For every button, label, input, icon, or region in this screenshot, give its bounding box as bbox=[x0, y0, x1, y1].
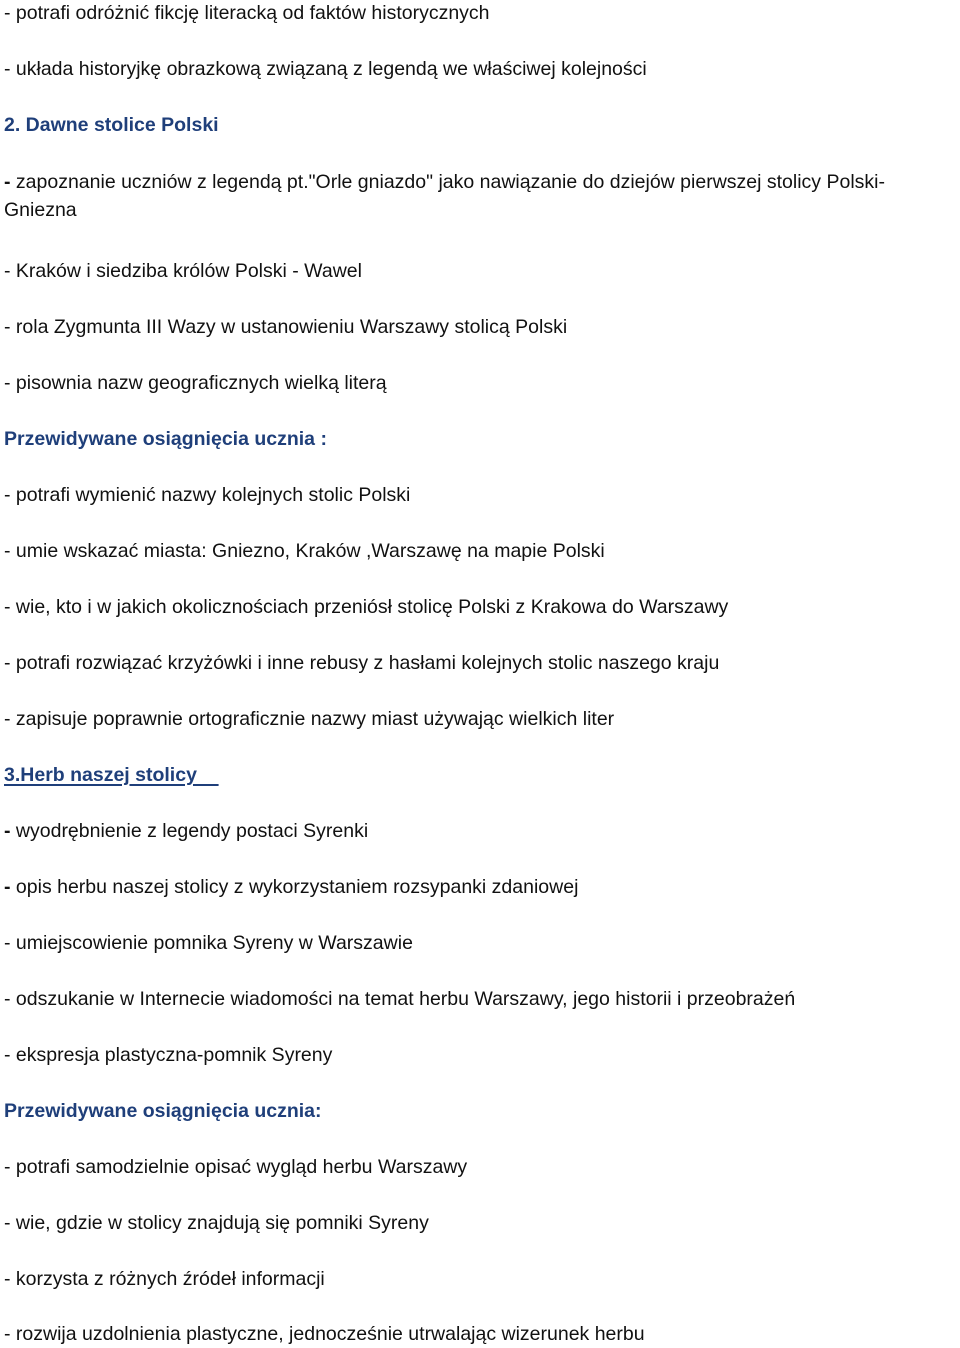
section-3-item-1: - umiejscowienie pomnika Syreny w Warszawie bbox=[4, 932, 413, 954]
section-3-item-3: - ekspresja plastyczna-pomnik Syreny bbox=[4, 1044, 333, 1066]
section-3-outcome-4: - rozwija uzdolnienia plastyczne, jednocześnie utrwalając wizerunek herbu bbox=[4, 1323, 645, 1345]
section-2-outcome-1: - potrafi wymienić nazwy kolejnych stolic Polski bbox=[4, 484, 411, 506]
section-2-item-legend-text: zapoznanie uczniów z legendą pt."Orle gniazdo" jako nawiązanie do dziejów pierwszej stolicy Polski-Gniezna bbox=[4, 171, 885, 221]
section-3-item-2: - odszukanie w Internecie wiadomości na temat herbu Warszawy, jego historii i przeobrażeń bbox=[4, 988, 796, 1010]
section-2-outcome-3: - wie, kto i w jakich okolicznościach przeniósł stolicę Polski z Krakowa do Warszawy bbox=[4, 596, 729, 618]
section-3-item-coat-of-arms bbox=[4, 874, 956, 900]
section-2-title: 2. Dawne stolice Polski bbox=[4, 114, 219, 136]
section-2-item-1: - Kraków i siedziba królów Polski - Wawel bbox=[4, 260, 362, 282]
section-3-outcome-2: - wie, gdzie w stolicy znajdują się pomniki Syreny bbox=[4, 1212, 429, 1234]
section-2-item-2: - rola Zygmunta III Wazy w ustanowieniu Warszawy stolicą Polski bbox=[4, 316, 568, 338]
section-3-item-legend bbox=[4, 818, 956, 844]
bullet-dash: - bbox=[4, 876, 11, 898]
section-3-outcomes-heading: Przewidywane osiągnięcia ucznia: bbox=[4, 1100, 322, 1122]
section-2-outcome-4: - potrafi rozwiązać krzyżówki i inne rebusy z hasłami kolejnych stolic naszego kraju bbox=[4, 652, 720, 674]
section-2-item-3: - pisownia nazw geograficznych wielką literą bbox=[4, 372, 387, 394]
section-2-outcomes-heading: Przewidywane osiągnięcia ucznia : bbox=[4, 428, 327, 450]
bullet-dash: - bbox=[4, 171, 11, 193]
section-3-outcome-3: - korzysta z różnych źródeł informacji bbox=[4, 1268, 325, 1290]
intro-line-2: - układa historyjkę obrazkową związaną z legendą we właściwej kolejności bbox=[4, 58, 647, 80]
section-2-outcome-5: - zapisuje poprawnie ortograficznie nazwy miast używając wielkich liter bbox=[4, 708, 615, 730]
section-3-item-legend-text: wyodrębnienie z legendy postaci Syrenki bbox=[10, 820, 369, 842]
section-2-outcome-2: - umie wskazać miasta: Gniezno, Kraków ,Warszawę na mapie Polski bbox=[4, 540, 605, 562]
section-3-title-text: 3.Herb naszej stolicy bbox=[4, 764, 219, 786]
intro-line-1: - potrafi odróżnić fikcję literacką od faktów historycznych bbox=[4, 2, 490, 24]
section-3-outcome-1: - potrafi samodzielnie opisać wygląd herbu Warszawy bbox=[4, 1156, 468, 1178]
bullet-dash: - bbox=[4, 820, 11, 842]
section-3-item-coat-of-arms-text: opis herbu naszej stolicy z wykorzystaniem rozsypanki zdaniowej bbox=[10, 876, 579, 898]
section-3-title bbox=[4, 762, 956, 788]
section-2-item-legend bbox=[4, 168, 956, 224]
